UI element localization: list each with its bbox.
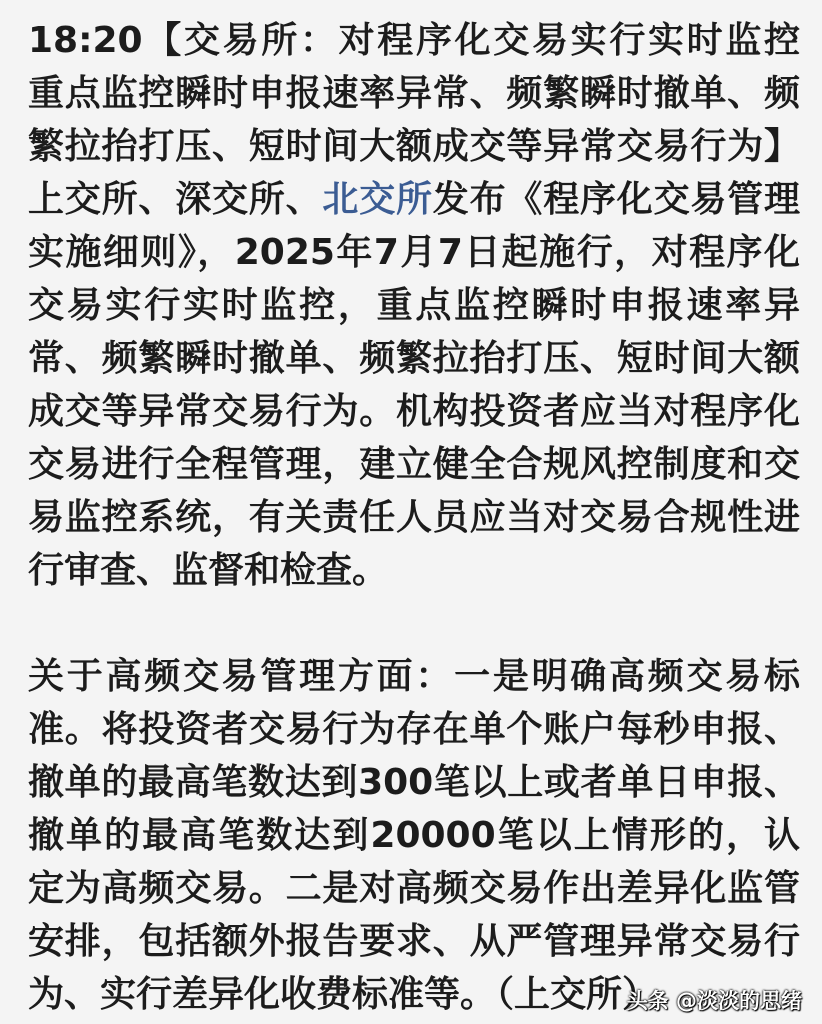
beijing-exchange-link[interactable]: 北交所 (322, 179, 433, 220)
paragraph-news-intro: 18:20【交易所：对程序化交易实行实时监控 重点监控瞬时申报速率异常、频繁瞬时撤单、频繁拉抬打压、短时间大额成交等异常交易行为】上交所、深交所、 (28, 20, 800, 220)
paragraph-news (28, 14, 800, 597)
paragraph-news-rest: 发布《程序化交易管理实施细则》，2025年7月7日起施行，对程序化交易实行实时监控，重点监控瞬时申报速率异常、频繁瞬时撤单、频繁拉抬打压、短时间大额成交等异常交易行为。机构投资者应当对程序化交易进行全程管理，建立健全合规风控制度和交易监控系统，有关责任人员应当对交易合规性进行审查、监督和检查。 (28, 179, 800, 591)
article-body (28, 14, 800, 1021)
source-watermark: 头条 @淡淡的思绪 (626, 989, 802, 1013)
paragraph-spacer (28, 597, 800, 650)
paragraph-hft-management: 关于高频交易管理方面：一是明确高频交易标准。将投资者交易行为存在单个账户每秒申报、撤单的最高笔数达到300笔以上或者单日申报、撤单的最高笔数达到20000笔以上情形的，认定为高频交易。二是对高频交易作出差异化监管安排，包括额外报告要求、从严管理异常交易行为、实行差异化收费标准等。（上交所） (28, 656, 800, 1015)
